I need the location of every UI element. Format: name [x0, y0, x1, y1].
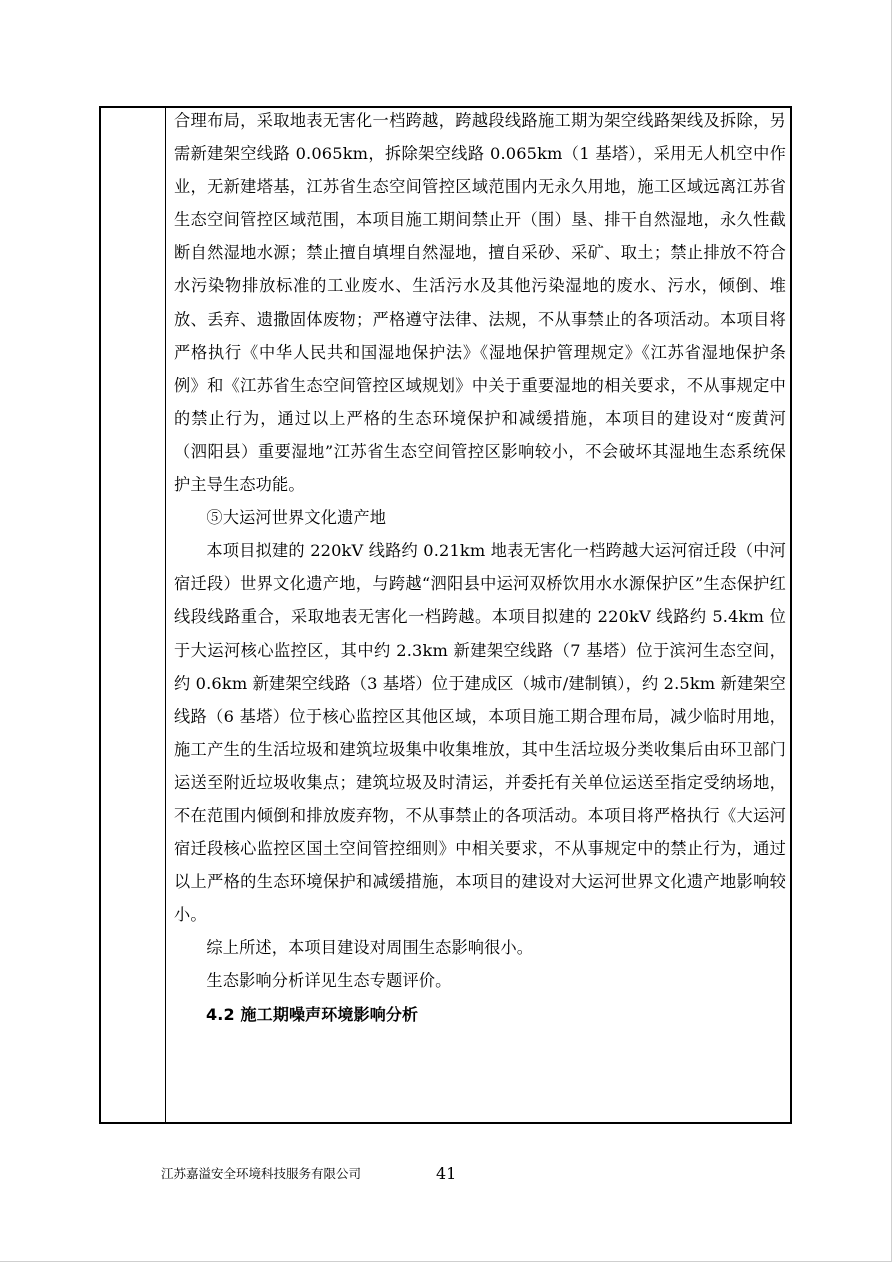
- table-column-divider: [165, 106, 166, 1124]
- page-number: 41: [436, 1164, 457, 1183]
- footer-company-name: 江苏嘉溢安全环境科技服务有限公司: [161, 1166, 362, 1181]
- subsection-title-grand-canal: ⑤大运河世界文化遗产地: [206, 508, 387, 528]
- table-content-cell: [174, 104, 786, 1031]
- paragraph-grand-canal: 本项目拟建的 220kV 线路约 0.21km 地表无害化一档跨越大运河宿迁段（中河宿迁段）世界文化遗产地，与跨越“泗阳县中运河双桥饮用水水源保护区”生态保护红线段线路重合，采取地表无害化一档跨越。本项目拟建的 220kV 线路约 5.4km 位于大运河核心监控区，其中约 2.3km 新建架空线路（7 基塔）位于滨河生态空间，约 0.6km 新建架空线路（3 基塔）位于建成区（城市/建制镇），约 2.5km 新建架空线路（6 基塔）位于核心监控区其他区域，本项目施工期合理布局，减少临时用地，施工产生的生活垃圾和建筑垃圾集中收集堆放，其中生活垃圾分类收集后由环卫部门运送至附近垃圾收集点；建筑垃圾及时清运，并委托有关单位运送至指定受纳场地，不在范围内倾倒和排放废弃物，不从事禁止的各项活动。本项目将严格执行《大运河宿迁段核心监控区国土空间管控细则》中相关要求，不从事规定中的禁止行为，通过以上严格的生态环境保护和减缓措施，本项目的建设对大运河世界文化遗产地影响较小。: [174, 541, 786, 925]
- paragraph-summary: 综上所述，本项目建设对周围生态影响很小。: [206, 938, 534, 958]
- paragraph-wetland-measures: 合理布局，采取地表无害化一档跨越，跨越段线路施工期为架空线路架线及拆除，另需新建架空线路 0.065km，拆除架空线路 0.065km（1 基塔），采用无人机空中作业，无新建塔基，江苏省生态空间管控区域范围内无永久用地，施工区域远离江苏省生态空间管控区域范围，本项目施工期间禁止开（围）垦、排干自然湿地，永久性截断自然湿地水源；禁止擅自填埋自然湿地，擅自采砂、采矿、取土；禁止排放不符合水污染物排放标准的工业废水、生活污水及其他污染湿地的废水、污水，倾倒、堆放、丢弃、遗撒固体废物；严格遵守法律、法规，不从事禁止的各项活动。本项目将严格执行《中华人民共和国湿地保护法》《湿地保护管理规定》《江苏省湿地保护条例》和《江苏省生态空间管控区域规划》中关于重要湿地的相关要求，不从事规定中的禁止行为，通过以上严格的生态环境保护和减缓措施，本项目的建设对“废黄河（泗阳县）重要湿地”江苏省生态空间管控区影响较小，不会破坏其湿地生态系统保护主导生态功能。: [174, 111, 786, 495]
- paragraph-reference: 生态影响分析详见生态专题评价。: [206, 971, 452, 991]
- section-heading: 4.2 施工期噪声环境影响分析: [206, 1004, 419, 1024]
